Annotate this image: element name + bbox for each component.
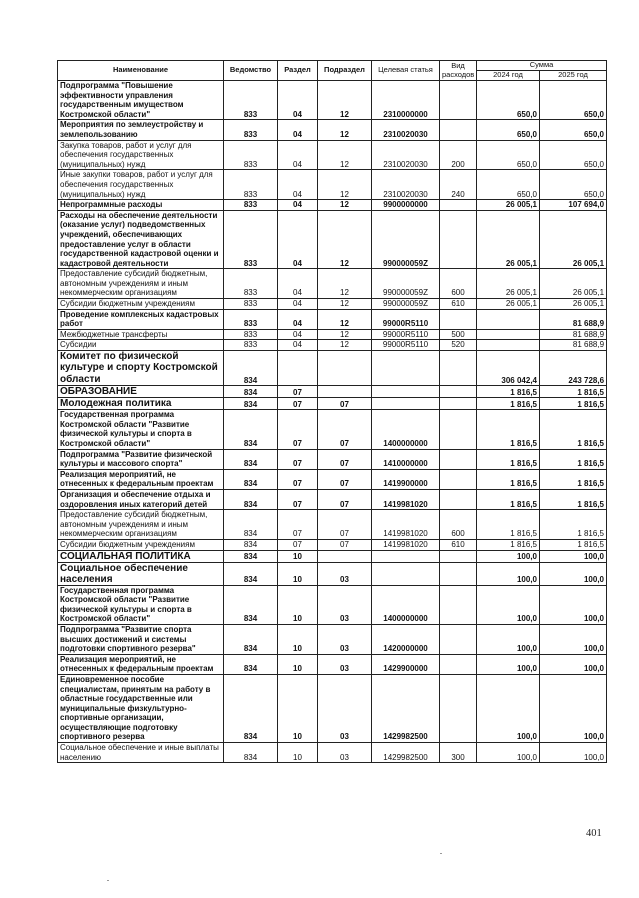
cell-name: Подпрограмма "Развитие физической культуры и массового спорта" [58, 449, 224, 469]
col-subsection-header: Подраздел [318, 61, 372, 81]
cell-target: 990000059Z [372, 269, 440, 299]
cell-section: 04 [278, 299, 318, 310]
cell-year2: 650,0 [540, 81, 607, 120]
cell-year2: 81 688,9 [540, 309, 607, 329]
cell-kind: 600 [440, 510, 477, 540]
cell-target: 99000R5110 [372, 329, 440, 340]
table-row [58, 490, 607, 510]
cell-year1: 306 042,4 [477, 351, 540, 386]
cell-section: 07 [278, 398, 318, 410]
cell-target: 1429982500 [372, 674, 440, 742]
col-target-header: Целевая статья [372, 61, 440, 81]
cell-kind: 200 [440, 140, 477, 170]
cell-subsection: 12 [318, 329, 372, 340]
cell-section [278, 351, 318, 386]
cell-dept: 833 [224, 200, 278, 211]
cell-subsection: 12 [318, 309, 372, 329]
cell-dept: 834 [224, 449, 278, 469]
cell-subsection: 07 [318, 490, 372, 510]
cell-name: Субсидии бюджетным учреждениям [58, 299, 224, 310]
cell-year1: 100,0 [477, 674, 540, 742]
cell-subsection: 03 [318, 654, 372, 674]
table-row [58, 81, 607, 120]
cell-name: Предоставление субсидий бюджетным, автономным учреждениям и иным некоммерческим организациям [58, 510, 224, 540]
cell-name: Непрограммные расходы [58, 200, 224, 211]
cell-year1: 100,0 [477, 624, 540, 654]
cell-kind: 610 [440, 299, 477, 310]
cell-kind [440, 386, 477, 398]
cell-year2: 100,0 [540, 624, 607, 654]
scan-speck [107, 880, 109, 881]
table-row [58, 469, 607, 489]
cell-subsection: 07 [318, 469, 372, 489]
cell-year1: 100,0 [477, 585, 540, 624]
cell-target [372, 351, 440, 386]
table-row [58, 562, 607, 585]
cell-target: 9900000000 [372, 200, 440, 211]
cell-section: 07 [278, 539, 318, 550]
cell-name: Социальное обеспечение и иные выплаты населению [58, 743, 224, 763]
cell-kind [440, 585, 477, 624]
cell-dept: 834 [224, 490, 278, 510]
cell-dept: 833 [224, 81, 278, 120]
cell-section: 10 [278, 585, 318, 624]
cell-dept: 834 [224, 743, 278, 763]
cell-subsection: 03 [318, 585, 372, 624]
cell-target: 99000R5110 [372, 340, 440, 351]
cell-year1: 650,0 [477, 140, 540, 170]
cell-year1: 26 005,1 [477, 200, 540, 211]
table-row [58, 210, 607, 269]
cell-year1: 26 005,1 [477, 269, 540, 299]
cell-section: 10 [278, 550, 318, 562]
cell-kind [440, 449, 477, 469]
cell-subsection: 12 [318, 120, 372, 140]
table-body [58, 81, 607, 763]
cell-name: ОБРАЗОВАНИЕ [58, 386, 224, 398]
cell-section: 10 [278, 624, 318, 654]
budget-table [57, 60, 607, 763]
cell-section: 04 [278, 170, 318, 200]
cell-dept: 833 [224, 340, 278, 351]
table-row [58, 200, 607, 211]
cell-year1: 650,0 [477, 120, 540, 140]
cell-name: Закупка товаров, работ и услуг для обеспечения государственных (муниципальных) нужд [58, 140, 224, 170]
cell-section: 04 [278, 81, 318, 120]
cell-subsection [318, 550, 372, 562]
cell-section: 04 [278, 269, 318, 299]
cell-subsection: 03 [318, 743, 372, 763]
cell-year1: 26 005,1 [477, 210, 540, 269]
cell-name: Мероприятия по землеустройству и землепользованию [58, 120, 224, 140]
cell-name: Реализация мероприятий, не отнесенных к федеральным проектам [58, 469, 224, 489]
table-row [58, 449, 607, 469]
cell-dept: 833 [224, 309, 278, 329]
col-year2-header: 2025 год [540, 71, 607, 81]
cell-kind [440, 674, 477, 742]
cell-subsection [318, 386, 372, 398]
cell-target: 1419981020 [372, 510, 440, 540]
cell-dept: 833 [224, 329, 278, 340]
cell-target: 1420000000 [372, 624, 440, 654]
cell-year2: 1 816,5 [540, 510, 607, 540]
cell-year2: 81 688,9 [540, 340, 607, 351]
cell-year2: 1 816,5 [540, 410, 607, 449]
cell-year2: 1 816,5 [540, 386, 607, 398]
cell-target: 1400000000 [372, 410, 440, 449]
cell-year1: 1 816,5 [477, 490, 540, 510]
cell-section: 04 [278, 329, 318, 340]
cell-target: 2310000000 [372, 81, 440, 120]
cell-subsection: 12 [318, 170, 372, 200]
cell-subsection: 07 [318, 510, 372, 540]
cell-dept: 833 [224, 269, 278, 299]
cell-target [372, 398, 440, 410]
cell-name: Проведение комплексных кадастровых работ [58, 309, 224, 329]
cell-dept: 834 [224, 386, 278, 398]
cell-kind [440, 120, 477, 140]
cell-section: 04 [278, 210, 318, 269]
cell-year2: 100,0 [540, 585, 607, 624]
cell-section: 07 [278, 410, 318, 449]
cell-name: Реализация мероприятий, не отнесенных к федеральным проектам [58, 654, 224, 674]
cell-subsection: 12 [318, 140, 372, 170]
cell-name: Государственная программа Костромской области "Развитие физической культуры и спорта в Костромской области" [58, 410, 224, 449]
table-row [58, 340, 607, 351]
cell-year1: 26 005,1 [477, 299, 540, 310]
cell-kind [440, 351, 477, 386]
cell-year2: 1 816,5 [540, 539, 607, 550]
cell-dept: 834 [224, 469, 278, 489]
cell-year2: 650,0 [540, 170, 607, 200]
cell-name: Межбюджетные трансферты [58, 329, 224, 340]
cell-year2: 1 816,5 [540, 449, 607, 469]
cell-name: Молодежная политика [58, 398, 224, 410]
cell-name: Иные закупки товаров, работ и услуг для обеспечения государственных (муниципальных) нужд [58, 170, 224, 200]
table-row [58, 654, 607, 674]
cell-section: 04 [278, 140, 318, 170]
cell-target [372, 550, 440, 562]
cell-target: 1419981020 [372, 490, 440, 510]
cell-year1: 1 816,5 [477, 510, 540, 540]
cell-year2: 26 005,1 [540, 269, 607, 299]
cell-year2: 650,0 [540, 140, 607, 170]
cell-dept: 834 [224, 654, 278, 674]
cell-subsection: 07 [318, 398, 372, 410]
cell-dept: 833 [224, 170, 278, 200]
cell-kind [440, 398, 477, 410]
table-row [58, 410, 607, 449]
cell-target: 1429982500 [372, 743, 440, 763]
cell-section: 04 [278, 120, 318, 140]
cell-subsection: 03 [318, 562, 372, 585]
cell-year1: 100,0 [477, 550, 540, 562]
cell-subsection: 03 [318, 624, 372, 654]
cell-dept: 833 [224, 140, 278, 170]
cell-target: 1410000000 [372, 449, 440, 469]
cell-name: Социальное обеспечение населения [58, 562, 224, 585]
cell-kind [440, 81, 477, 120]
cell-year1: 1 816,5 [477, 410, 540, 449]
cell-year2: 100,0 [540, 562, 607, 585]
col-name-header: Наименование [58, 61, 224, 81]
cell-year1 [477, 309, 540, 329]
table-row [58, 329, 607, 340]
cell-kind: 600 [440, 269, 477, 299]
cell-target: 99000R5110 [372, 309, 440, 329]
budget-page [57, 60, 606, 763]
cell-section: 10 [278, 743, 318, 763]
cell-kind [440, 469, 477, 489]
cell-year1 [477, 340, 540, 351]
table-row [58, 170, 607, 200]
cell-name: Субсидии [58, 340, 224, 351]
cell-section: 04 [278, 200, 318, 211]
col-dept-header: Ведомство [224, 61, 278, 81]
cell-kind [440, 490, 477, 510]
cell-name: Подпрограмма "Развитие спорта высших достижений и системы подготовки спортивного резерва" [58, 624, 224, 654]
cell-subsection: 07 [318, 410, 372, 449]
cell-subsection [318, 351, 372, 386]
cell-section: 04 [278, 340, 318, 351]
cell-year1: 100,0 [477, 654, 540, 674]
cell-subsection: 07 [318, 539, 372, 550]
table-row [58, 539, 607, 550]
cell-section: 10 [278, 674, 318, 742]
cell-year2: 100,0 [540, 743, 607, 763]
cell-year2: 100,0 [540, 654, 607, 674]
cell-dept: 833 [224, 120, 278, 140]
cell-kind [440, 654, 477, 674]
cell-target: 1429900000 [372, 654, 440, 674]
cell-target: 2310020030 [372, 170, 440, 200]
cell-dept: 834 [224, 624, 278, 654]
cell-dept: 834 [224, 674, 278, 742]
cell-year1: 1 816,5 [477, 398, 540, 410]
table-row [58, 624, 607, 654]
cell-name: Организация и обеспечение отдыха и оздоровления иных категорий детей [58, 490, 224, 510]
cell-year2: 1 816,5 [540, 490, 607, 510]
cell-year1: 1 816,5 [477, 386, 540, 398]
cell-name: Комитет по физической культуре и спорту Костромской области [58, 351, 224, 386]
cell-kind [440, 562, 477, 585]
cell-subsection: 12 [318, 299, 372, 310]
cell-dept: 833 [224, 210, 278, 269]
table-row [58, 674, 607, 742]
cell-year1: 1 816,5 [477, 539, 540, 550]
cell-name: Единовременное пособие специалистам, принятым на работу в областные государственные или муниципальные физкультурно-спортивные организации, осуществляющие подготовку спортивного резерва [58, 674, 224, 742]
cell-kind [440, 210, 477, 269]
table-row [58, 309, 607, 329]
page-number: 401 [586, 828, 602, 839]
cell-year2: 81 688,9 [540, 329, 607, 340]
table-row [58, 510, 607, 540]
table-row [58, 120, 607, 140]
cell-year1: 1 816,5 [477, 469, 540, 489]
cell-dept: 834 [224, 539, 278, 550]
cell-dept: 834 [224, 398, 278, 410]
table-row [58, 398, 607, 410]
cell-kind [440, 309, 477, 329]
col-section-header: Раздел [278, 61, 318, 81]
cell-section: 10 [278, 654, 318, 674]
cell-target: 1419900000 [372, 469, 440, 489]
cell-kind: 500 [440, 329, 477, 340]
cell-year1: 100,0 [477, 743, 540, 763]
scan-speck [440, 853, 442, 854]
cell-section: 04 [278, 309, 318, 329]
cell-name: Субсидии бюджетным учреждениям [58, 539, 224, 550]
table-row [58, 550, 607, 562]
table-row [58, 140, 607, 170]
cell-section: 07 [278, 386, 318, 398]
cell-name: Расходы на обеспечение деятельности (оказание услуг) подведомственных учреждений, обеспечивающих предоставление услуг в области государственной кадастровой оценки и кадастровой деятельности [58, 210, 224, 269]
cell-subsection: 07 [318, 449, 372, 469]
table-row [58, 743, 607, 763]
cell-kind [440, 550, 477, 562]
col-kind-header: Вид расходов [440, 61, 477, 81]
cell-year2: 1 816,5 [540, 398, 607, 410]
cell-target [372, 386, 440, 398]
cell-kind: 520 [440, 340, 477, 351]
cell-kind [440, 410, 477, 449]
cell-dept: 834 [224, 510, 278, 540]
cell-kind: 300 [440, 743, 477, 763]
cell-subsection: 12 [318, 200, 372, 211]
cell-target: 2310020030 [372, 140, 440, 170]
cell-section: 07 [278, 510, 318, 540]
cell-subsection: 03 [318, 674, 372, 742]
table-row [58, 351, 607, 386]
cell-year2: 26 005,1 [540, 210, 607, 269]
cell-kind: 610 [440, 539, 477, 550]
cell-target: 990000059Z [372, 210, 440, 269]
col-sum-header: Сумма [477, 61, 607, 71]
cell-year2: 243 728,6 [540, 351, 607, 386]
cell-kind: 240 [440, 170, 477, 200]
cell-year1: 650,0 [477, 170, 540, 200]
cell-section: 07 [278, 469, 318, 489]
cell-dept: 833 [224, 299, 278, 310]
cell-dept: 834 [224, 585, 278, 624]
cell-year2: 107 694,0 [540, 200, 607, 211]
cell-year1 [477, 329, 540, 340]
cell-target: 1400000000 [372, 585, 440, 624]
cell-target: 1419981020 [372, 539, 440, 550]
cell-subsection: 12 [318, 269, 372, 299]
table-row [58, 299, 607, 310]
cell-year1: 1 816,5 [477, 449, 540, 469]
cell-target: 2310020030 [372, 120, 440, 140]
cell-dept: 834 [224, 410, 278, 449]
table-row [58, 585, 607, 624]
cell-kind [440, 624, 477, 654]
cell-year2: 100,0 [540, 674, 607, 742]
table-row [58, 386, 607, 398]
cell-dept: 834 [224, 562, 278, 585]
cell-section: 07 [278, 449, 318, 469]
cell-year1: 650,0 [477, 81, 540, 120]
cell-subsection: 12 [318, 340, 372, 351]
cell-name: СОЦИАЛЬНАЯ ПОЛИТИКА [58, 550, 224, 562]
cell-year2: 650,0 [540, 120, 607, 140]
cell-target [372, 562, 440, 585]
cell-name: Предоставление субсидий бюджетным, автономным учреждениям и иным некоммерческим организациям [58, 269, 224, 299]
cell-dept: 834 [224, 550, 278, 562]
cell-year2: 1 816,5 [540, 469, 607, 489]
cell-section: 07 [278, 490, 318, 510]
cell-year1: 100,0 [477, 562, 540, 585]
cell-subsection: 12 [318, 210, 372, 269]
cell-year2: 100,0 [540, 550, 607, 562]
cell-section: 10 [278, 562, 318, 585]
cell-name: Государственная программа Костромской области "Развитие физической культуры и спорта в Костромской области" [58, 585, 224, 624]
cell-kind [440, 200, 477, 211]
cell-target: 990000059Z [372, 299, 440, 310]
col-year1-header: 2024 год [477, 71, 540, 81]
table-row [58, 269, 607, 299]
cell-subsection: 12 [318, 81, 372, 120]
cell-year2: 26 005,1 [540, 299, 607, 310]
cell-name: Подпрограмма "Повышение эффективности управления государственным имуществом Костромской области" [58, 81, 224, 120]
cell-dept: 834 [224, 351, 278, 386]
